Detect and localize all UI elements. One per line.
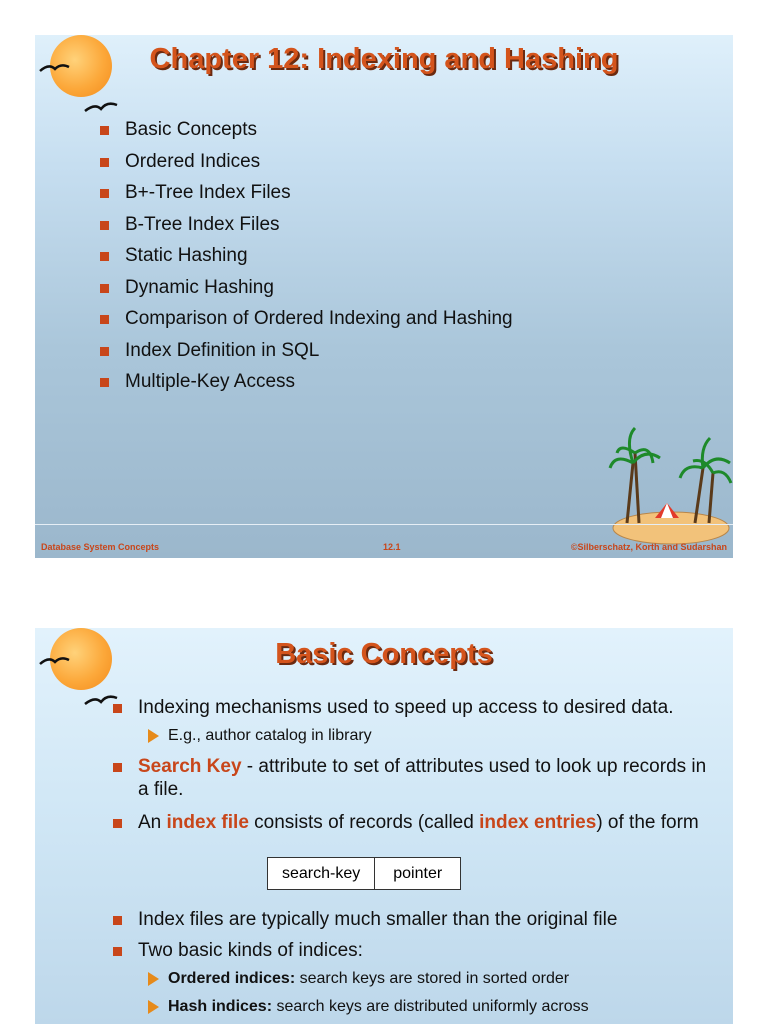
palm-island-icon (605, 423, 733, 548)
arrow-bullet-icon (148, 1000, 159, 1014)
list-item: B-Tree Index Files (100, 214, 513, 246)
bullet-square-icon (100, 252, 109, 261)
list-item: Search Key - attribute to set of attributes used to look up records in a file. (113, 755, 713, 801)
slide-2 (35, 628, 733, 1024)
index-entry-form (267, 857, 461, 890)
list-item: Indexing mechanisms used to speed up access to desired data. (113, 696, 713, 719)
bullet-square-icon (100, 284, 109, 293)
bullet-square-icon (100, 347, 109, 356)
list-item: Index files are typically much smaller than the original file (113, 908, 713, 931)
bullet-square-icon (100, 126, 109, 135)
bullet-square-icon (100, 221, 109, 230)
arrow-bullet-icon (148, 972, 159, 986)
list-item: Index Definition in SQL (100, 340, 513, 372)
bullet-square-icon (113, 763, 122, 772)
footer-right: ©Silberschatz, Korth and Sudarshan (570, 542, 727, 552)
bullet-square-icon (100, 378, 109, 387)
list-item: Basic Concepts (100, 119, 513, 151)
arrow-bullet-icon (148, 729, 159, 743)
topic-list (100, 119, 513, 403)
search-key-cell: search-key (282, 865, 361, 882)
list-item: Ordered Indices (100, 151, 513, 183)
bullet-square-icon (113, 947, 122, 956)
list-item: Two basic kinds of indices: (113, 939, 713, 962)
bullet-square-icon (100, 158, 109, 167)
sub-item: Hash indices: search keys are distributed uniformly across (113, 996, 713, 1018)
slide-title: Chapter 12: Indexing and Hashing (149, 43, 619, 75)
list-item: Multiple-Key Access (100, 371, 513, 403)
slide-1 (35, 35, 733, 558)
list-item: B+-Tree Index Files (100, 182, 513, 214)
list-item: Dynamic Hashing (100, 277, 513, 309)
bullet-square-icon (113, 819, 122, 828)
bullet-square-icon (100, 189, 109, 198)
list-item: Static Hashing (100, 245, 513, 277)
bullet-square-icon (113, 704, 122, 713)
bullet-square-icon (100, 315, 109, 324)
page-number: 12.1 (383, 542, 401, 552)
footer-divider (35, 524, 733, 525)
footer-left: Database System Concepts (41, 542, 160, 552)
list-item: An index file consists of records (called index entries) of the form (113, 811, 713, 834)
sub-item: Ordered indices: search keys are stored in sorted order (113, 968, 713, 990)
slide-title: Basic Concepts (275, 638, 493, 670)
sub-item: E.g., author catalog in library (113, 725, 713, 747)
pointer-cell: pointer (374, 858, 460, 889)
list-item: Comparison of Ordered Indexing and Hashing (100, 308, 513, 340)
bullet-square-icon (113, 916, 122, 925)
